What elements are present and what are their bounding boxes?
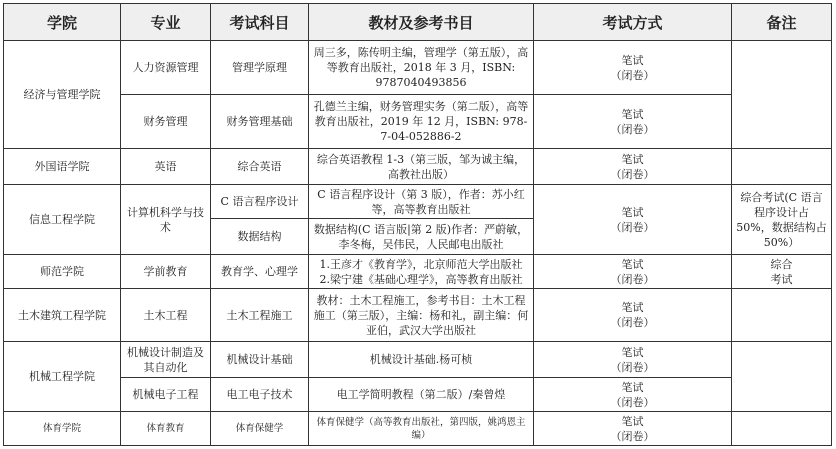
subject-cell: 土木工程施工 [211, 289, 309, 342]
table-row [4, 255, 832, 289]
college-cell: 经济与管理学院 [4, 41, 121, 149]
major-cell: 人力资源管理 [121, 41, 211, 95]
books-cell: 周三多，陈传明主编，管理学（第五版），高等教育出版社，2018 年 3 月，ISBN: 9787040493856 [309, 41, 534, 95]
subject-cell: C 语言程序设计 [211, 185, 309, 219]
header-row [4, 4, 832, 41]
books-cell: C 语言程序设计（第 3 版），作者：苏小红等，高等教育出版社 [309, 185, 534, 219]
major-cell: 财务管理 [121, 95, 211, 149]
header-major: 专业 [121, 4, 211, 41]
method-cell: 笔试 （闭卷） [534, 149, 732, 185]
major-cell: 机械设计制造及其自动化 [121, 342, 211, 378]
remark-cell [732, 289, 832, 342]
books-cell: 机械设计基础.杨可桢 [309, 342, 534, 378]
subject-cell: 机械设计基础 [211, 342, 309, 378]
subject-cell: 数据结构 [211, 219, 309, 255]
major-cell: 学前教育 [121, 255, 211, 289]
books-cell: 综合英语教程 1-3（第三版，邹为诚主编，高教社出版） [309, 149, 534, 185]
table-row [4, 378, 832, 412]
remark-cell [732, 342, 832, 412]
books-cell: 教材：土木工程施工，参考书目：土木工程施工（第三版），主编：杨和礼，副主编：何亚伯，武汉大学出版社 [309, 289, 534, 342]
remark-cell: 综合 考试 [732, 255, 832, 289]
method-cell: 笔试 （闭卷） [534, 185, 732, 255]
major-cell: 英语 [121, 149, 211, 185]
college-cell: 机械工程学院 [4, 342, 121, 412]
header-books: 教材及参考书目 [309, 4, 534, 41]
books-cell: 体育保健学（高等教育出版社，第四版，姚鸿恩主编） [309, 412, 534, 446]
table-row [4, 149, 832, 185]
exam-table [3, 3, 832, 446]
subject-cell: 综合英语 [211, 149, 309, 185]
major-cell: 机械电子工程 [121, 378, 211, 412]
table-row [4, 95, 832, 149]
method-cell: 笔试 （闭卷） [534, 255, 732, 289]
major-cell: 计算机科学与技术 [121, 185, 211, 255]
subject-cell: 教育学、心理学 [211, 255, 309, 289]
major-cell: 土木工程 [121, 289, 211, 342]
college-cell: 师范学院 [4, 255, 121, 289]
header-subject: 考试科目 [211, 4, 309, 41]
remark-cell [732, 412, 832, 446]
method-cell: 笔试 （闭卷） [534, 41, 732, 95]
method-cell: 笔试 （闭卷） [534, 95, 732, 149]
header-remark: 备注 [732, 4, 832, 41]
table-row [4, 342, 832, 378]
college-cell: 体育学院 [4, 412, 121, 446]
table-row [4, 412, 832, 446]
table-row [4, 289, 832, 342]
books-cell: 电工学简明教程（第二版）/秦曾煌 [309, 378, 534, 412]
subject-cell: 体育保健学 [211, 412, 309, 446]
subject-cell: 财务管理基础 [211, 95, 309, 149]
college-cell: 土木建筑工程学院 [4, 289, 121, 342]
method-cell: 笔试 （闭卷） [534, 289, 732, 342]
college-cell: 信息工程学院 [4, 185, 121, 255]
table-row [4, 41, 832, 95]
table-row [4, 185, 832, 219]
remark-cell [732, 41, 832, 149]
subject-cell: 管理学原理 [211, 41, 309, 95]
method-cell: 笔试 （闭卷） [534, 412, 732, 446]
college-cell: 外国语学院 [4, 149, 121, 185]
subject-cell: 电工电子技术 [211, 378, 309, 412]
books-cell: 孔德兰主编，财务管理实务（第二版），高等教育出版社，2019 年 12 月，ISBN: 978-7-04-052886-2 [309, 95, 534, 149]
major-cell: 体育教育 [121, 412, 211, 446]
books-cell: 1.王彦才《教育学》，北京师范大学出版社 2.梁宁建《基础心理学》，高等教育出版社 [309, 255, 534, 289]
method-cell: 笔试 （闭卷） [534, 378, 732, 412]
remark-cell: 综合考试(C 语言程序设计占 50%，数据结构占 50%） [732, 185, 832, 255]
method-cell: 笔试 （闭卷） [534, 342, 732, 378]
books-cell: 数据结构(C 语言版|第 2 版)作者：严蔚敏，李冬梅，吴伟民，人民邮电出版社 [309, 219, 534, 255]
header-method: 考试方式 [534, 4, 732, 41]
header-college: 学院 [4, 4, 121, 41]
remark-cell [732, 149, 832, 185]
